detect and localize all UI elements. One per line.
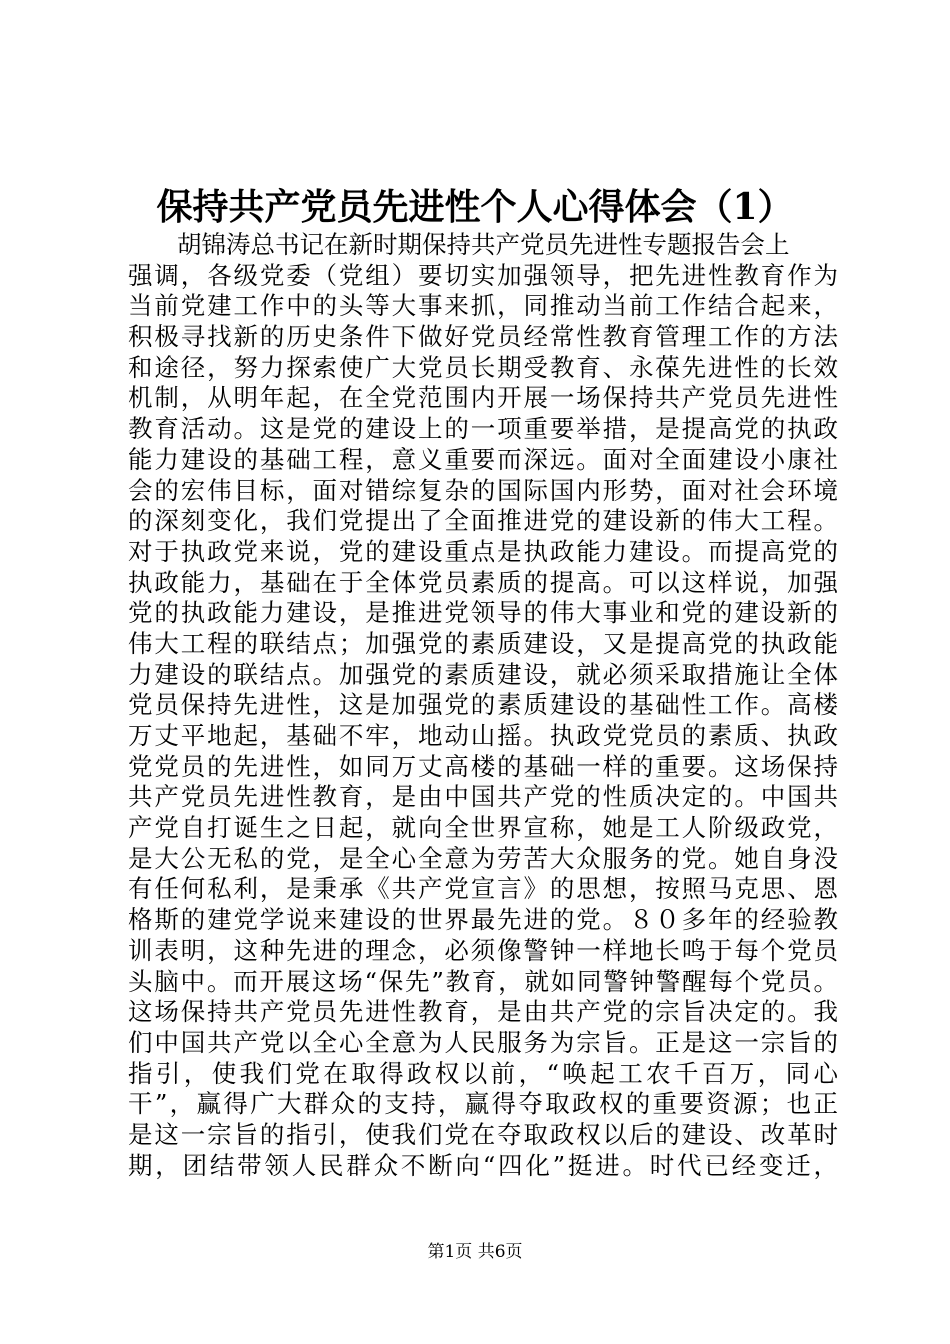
document-title: 保持共产党员先进性个人心得体会（1） <box>156 186 794 228</box>
body-line: 执政能力，基础在于全体党员素质的提高。可以这样说，加强 <box>128 567 838 597</box>
body-line: 党党员的先进性，如同万丈高楼的基础一样的重要。这场保持 <box>128 751 838 781</box>
body-line: 强调，各级党委（党组）要切实加强领导，把先进性教育作为 <box>128 260 838 290</box>
body-line: 的深刻变化，我们党提出了全面推进党的建设新的伟大工程。 <box>128 506 838 536</box>
body-line: 指引，使我们党在取得政权以前，“唤起工农千百万，同心 <box>128 1058 838 1088</box>
body-line: 头脑中。而开展这场“保先”教育，就如同警钟警醒每个党员。 <box>128 966 838 996</box>
body-line: 这场保持共产党员先进性教育，是由共产党的宗旨决定的。我 <box>128 997 838 1027</box>
body-line: 机制，从明年起，在全党范围内开展一场保持共产党员先进性 <box>128 383 838 413</box>
body-line: 胡锦涛总书记在新时期保持共产党员先进性专题报告会上 <box>177 230 790 259</box>
body-line: 期，团结带领人民群众不断向“四化”挺进。时代已经变迁， <box>128 1150 838 1180</box>
body-line: 是这一宗旨的指引，使我们党在夺取政权以后的建设、改革时 <box>128 1119 838 1149</box>
body-line: 伟大工程的联结点；加强党的素质建设，又是提高党的执政能 <box>128 628 838 658</box>
body-line: 党员保持先进性，这是加强党的素质建设的基础性工作。高楼 <box>128 690 838 720</box>
body-line: 教育活动。这是党的建设上的一项重要举措，是提高党的执政 <box>128 414 838 444</box>
document-body <box>128 230 838 1181</box>
body-line: 对于执政党来说，党的建设重点是执政能力建设。而提高党的 <box>128 536 838 566</box>
body-line: 当前党建工作中的头等大事来抓，同推动当前工作结合起来， <box>128 291 838 321</box>
body-line: 们中国共产党以全心全意为人民服务为宗旨。正是这一宗旨的 <box>128 1027 838 1057</box>
body-line: 能力建设的基础工程，意义重要而深远。面对全面建设小康社 <box>128 444 838 474</box>
body-line: 力建设的联结点。加强党的素质建设，就必须采取措施让全体 <box>128 659 838 689</box>
body-line: 积极寻找新的历史条件下做好党员经常性教育管理工作的方法 <box>128 322 838 352</box>
body-line: 会的宏伟目标，面对错综复杂的国际国内形势，面对社会环境 <box>128 475 838 505</box>
body-line: 产党自打诞生之日起，就向全世界宣称，她是工人阶级政党， <box>128 813 838 843</box>
page-number-footer: 第1页 共6页 <box>427 1242 523 1262</box>
body-line: 共产党员先进性教育，是由中国共产党的性质决定的。中国共 <box>128 782 838 812</box>
body-line: 是大公无私的党，是全心全意为劳苦大众服务的党。她自身没 <box>128 843 838 873</box>
body-line: 干”，赢得广大群众的支持，赢得夺取政权的重要资源；也正 <box>128 1089 838 1119</box>
body-line: 训表明，这种先进的理念，必须像警钟一样地长鸣于每个党员 <box>128 935 838 965</box>
body-line: 党的执政能力建设，是推进党领导的伟大事业和党的建设新的 <box>128 598 838 628</box>
body-line: 有任何私利，是秉承《共产党宣言》的思想，按照马克思、恩 <box>128 874 838 904</box>
body-line: 格斯的建党学说来建设的世界最先进的党。８０多年的经验教 <box>128 905 838 935</box>
body-line: 和途径，努力探索使广大党员长期受教育、永葆先进性的长效 <box>128 352 838 382</box>
body-line: 万丈平地起，基础不牢，地动山摇。执政党党员的素质、执政 <box>128 721 838 750</box>
